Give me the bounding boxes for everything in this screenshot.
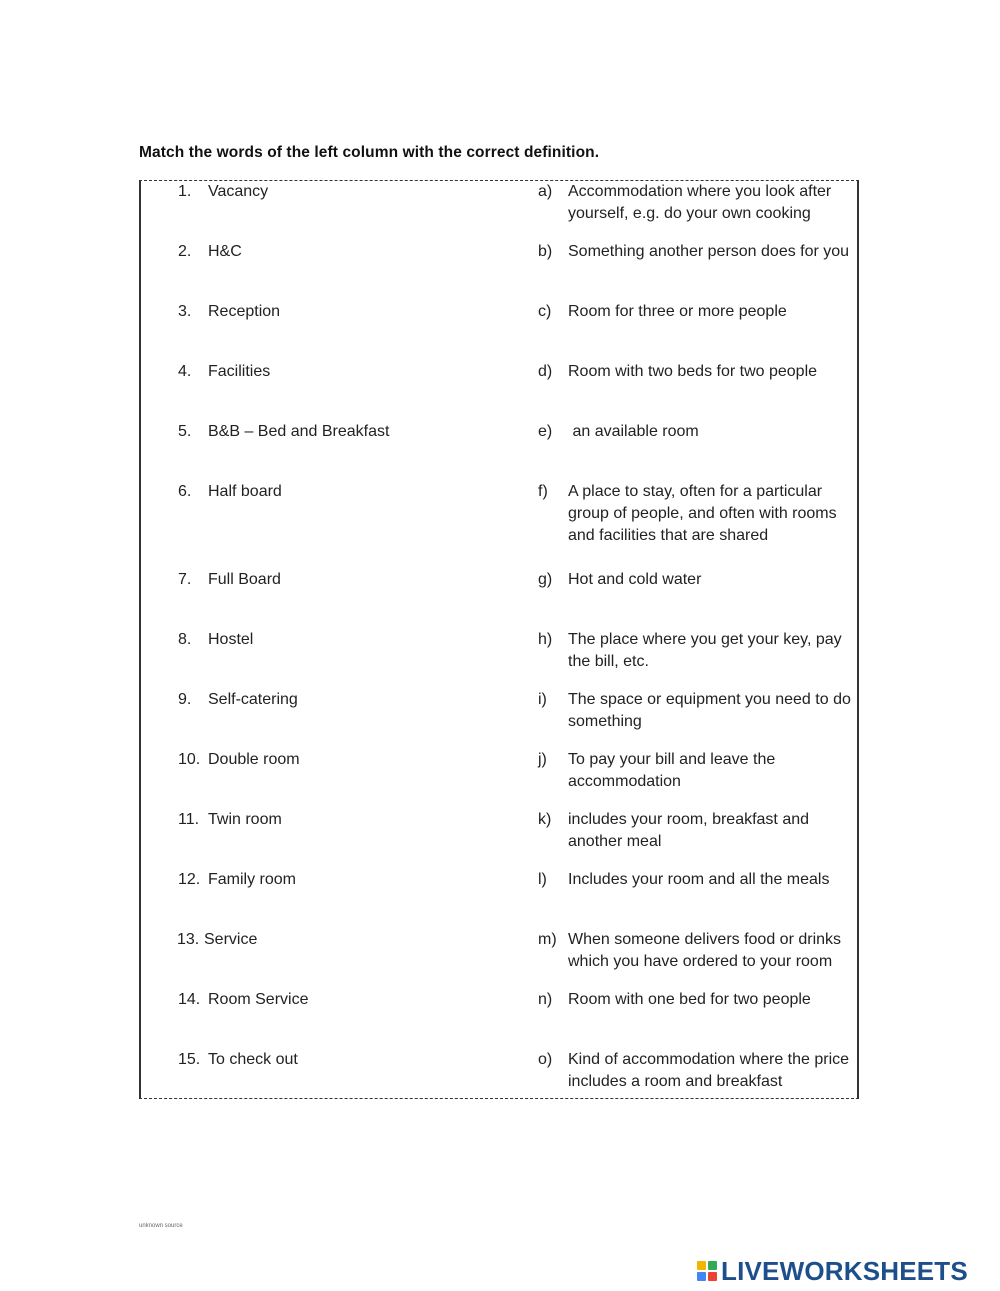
definition-text: includes your room, breakfast and another meal [568, 811, 810, 850]
definition-letter: l) [538, 871, 547, 888]
instruction-heading: Match the words of the left column with the correct definition. [139, 144, 600, 161]
term-number: 14. [178, 991, 201, 1008]
term-number: 1. [178, 183, 192, 200]
term-text: Half board [208, 483, 282, 500]
definition-letter: f) [538, 483, 548, 500]
term-text: Facilities [208, 363, 271, 380]
term-number: 10. [178, 751, 201, 768]
term-text: Full Board [208, 571, 281, 588]
definition-text: an available room [568, 423, 699, 440]
definition-letter: e) [538, 423, 553, 440]
definition-letter: k) [538, 811, 552, 828]
term-text: Vacancy [208, 183, 269, 200]
logo-block [708, 1261, 717, 1270]
term-text: Family room [208, 871, 297, 888]
term-number: 2. [178, 243, 192, 260]
logo-text: LIVEWORKSHEETS [721, 1255, 968, 1286]
definition-letter: o) [538, 1051, 553, 1068]
term-text: Room Service [208, 991, 309, 1008]
term-text: To check out [208, 1051, 298, 1068]
term-number: 9. [178, 691, 192, 708]
definition-text: Includes your room and all the meals [568, 871, 830, 888]
term-number: 8. [178, 631, 192, 648]
definition-text: A place to stay, often for a particular group of people, and often with rooms and facilities that are shared [568, 483, 837, 544]
term-number: 3. [178, 303, 192, 320]
definition-text: The place where you get your key, pay the bill, etc. [568, 631, 842, 670]
logo-block [697, 1272, 706, 1281]
definition-text: The space or equipment you need to do something [568, 691, 851, 730]
source-note: unknown source [139, 1223, 183, 1229]
term-number: 12. [178, 871, 201, 888]
definition-letter: b) [538, 243, 553, 260]
definition-text: To pay your bill and leave the accommodation [568, 751, 776, 790]
term-number: 6. [178, 483, 192, 500]
definition-letter: j) [538, 751, 547, 768]
term-number: 5. [178, 423, 192, 440]
matching-table [139, 180, 859, 1099]
logo-blocks-icon [697, 1261, 717, 1281]
liveworksheets-logo [697, 1255, 968, 1287]
term-text: Self-catering [208, 691, 298, 708]
term-number: 4. [178, 363, 192, 380]
definition-letter: d) [538, 363, 553, 380]
term-text: B&B – Bed and Breakfast [208, 423, 390, 440]
definition-text: Room with two beds for two people [568, 363, 818, 380]
term-text: Reception [208, 303, 281, 320]
definition-letter: i) [538, 691, 547, 708]
term-text: Hostel [208, 631, 254, 648]
logo-block [708, 1272, 717, 1281]
definition-text: When someone delivers food or drinks which you have ordered to your room [568, 931, 842, 970]
term-text: Twin room [208, 811, 282, 828]
term-text: Service [204, 931, 258, 948]
definition-text: Something another person does for you [568, 243, 850, 260]
definition-letter: g) [538, 571, 553, 588]
term-number: 13. [177, 931, 200, 948]
definition-text: Room with one bed for two people [568, 991, 811, 1008]
definition-letter: c) [538, 303, 552, 320]
term-number: 7. [178, 571, 192, 588]
term-number: 11. [178, 811, 200, 828]
term-number: 15. [178, 1051, 201, 1068]
definition-text: Accommodation where you look after yourself, e.g. do your own cooking [568, 183, 832, 222]
definition-letter: a) [538, 183, 553, 200]
definition-letter: m) [538, 931, 557, 948]
logo-block [697, 1261, 706, 1270]
definition-letter: h) [538, 631, 553, 648]
definition-text: Hot and cold water [568, 571, 702, 588]
definition-text: Room for three or more people [568, 303, 787, 320]
term-text: Double room [208, 751, 300, 768]
definition-text: Kind of accommodation where the price includes a room and breakfast [568, 1051, 850, 1090]
term-text: H&C [208, 243, 242, 260]
definition-letter: n) [538, 991, 553, 1008]
